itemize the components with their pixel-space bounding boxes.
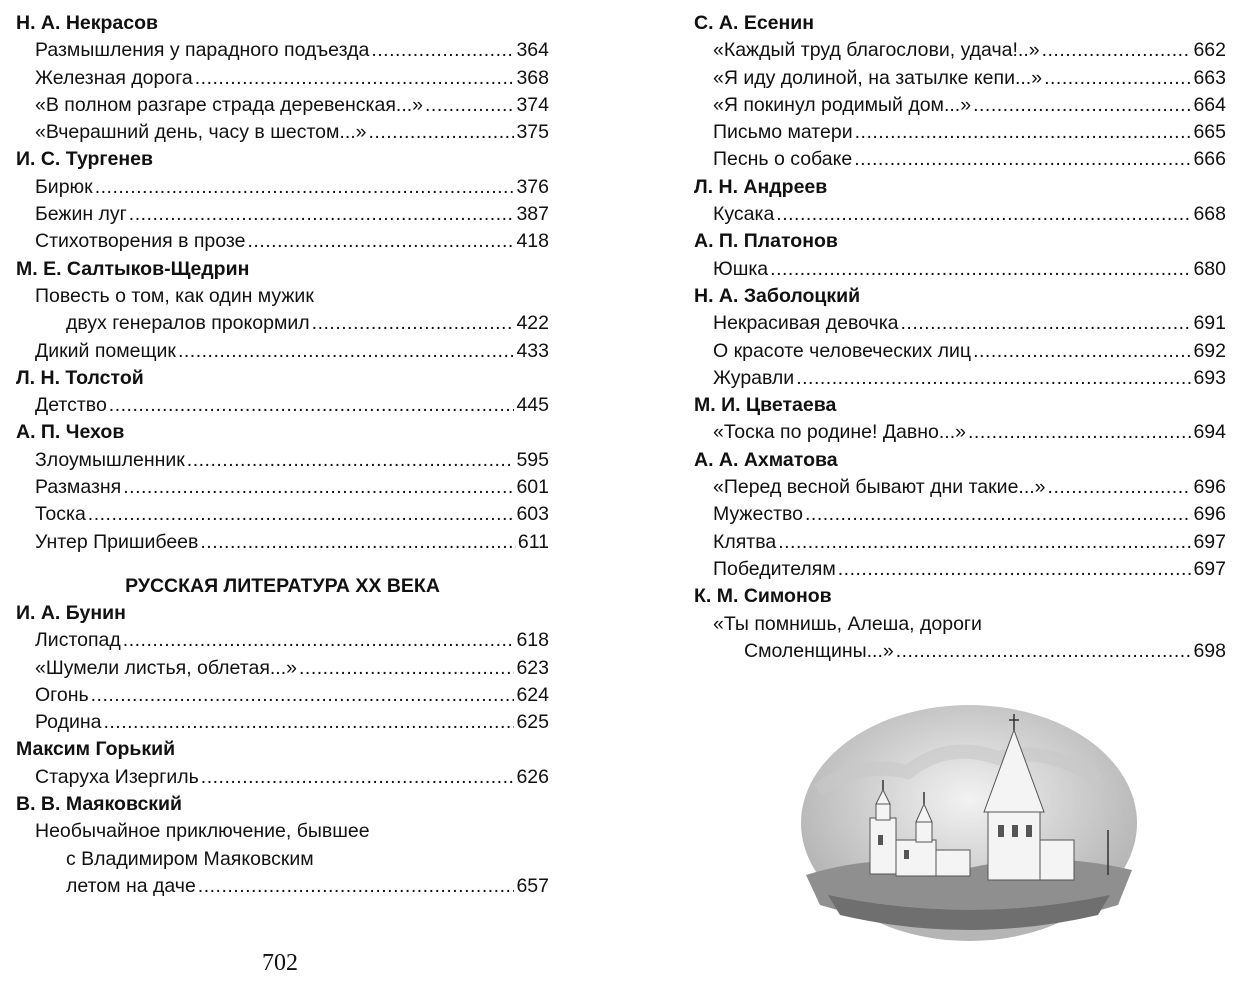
leader-dots	[371, 37, 514, 64]
toc-entry-title: Песнь о собаке	[713, 148, 853, 171]
toc-entry-title: О красоте человеческих лиц	[713, 339, 972, 362]
toc-entry[interactable]	[694, 37, 1226, 64]
author-heading: Л. Н. Толстой	[16, 366, 144, 389]
leader-dots	[123, 474, 514, 501]
leader-dots	[854, 146, 1191, 173]
toc-block	[16, 10, 549, 283]
leader-dots	[855, 119, 1192, 146]
toc-entry[interactable]	[16, 655, 549, 682]
author-heading: М. Е. Салтыков-Щедрин	[16, 257, 250, 280]
toc-entry[interactable]	[694, 419, 1226, 446]
toc-entry[interactable]	[16, 92, 549, 119]
toc-entry-title: «Каждый труд благослови, удача!..»	[713, 39, 1040, 62]
toc-entry[interactable]	[694, 119, 1226, 146]
toc-entry-title: Детство	[35, 394, 107, 417]
leader-dots	[838, 556, 1192, 583]
author-heading: А. П. Чехов	[16, 421, 125, 444]
toc-entry-page: 665	[1193, 121, 1226, 144]
toc-entry-title: Унтер Пришибеев	[35, 530, 199, 553]
toc-entry-page: 418	[516, 230, 549, 253]
toc-entry[interactable]	[16, 37, 549, 64]
author-heading: И. А. Бунин	[16, 601, 126, 624]
toc-entry-title: «В полном разгаре страда деревенская...»	[35, 93, 424, 116]
section-heading: РУССКАЯ ЛИТЕРАТУРА XX ВЕКА	[125, 574, 440, 597]
leader-dots	[425, 92, 514, 119]
toc-entry-page: 376	[516, 175, 549, 198]
toc-entry-page: 624	[516, 683, 549, 706]
toc-entry[interactable]	[694, 338, 1226, 365]
toc-entry[interactable]	[16, 682, 549, 709]
author-heading: И. С. Тургенев	[16, 148, 154, 171]
leader-dots	[91, 682, 515, 709]
toc-entry-page: 445	[516, 394, 549, 417]
toc-entry[interactable]	[16, 65, 549, 92]
toc-entry[interactable]	[694, 529, 1226, 556]
toc-entry-title: «Я иду долиной, на затылке кепи...»	[713, 66, 1043, 89]
toc-entry[interactable]	[694, 474, 1226, 501]
toc-entry[interactable]	[16, 228, 549, 255]
toc-entry[interactable]	[694, 501, 1226, 528]
toc-entry-page: 657	[516, 874, 549, 897]
leader-dots	[968, 419, 1191, 446]
toc-entry[interactable]	[16, 873, 549, 900]
toc-entry-page: 696	[1193, 503, 1226, 526]
toc-entry-title-line: «Ты помнишь, Алеша, дороги	[713, 612, 982, 635]
toc-entry-title: Злоумышленник	[35, 448, 185, 471]
toc-entry-title: «Шумели листья, облетая...»	[35, 656, 297, 679]
leader-dots	[109, 392, 515, 419]
toc-entry-title: Стихотворения в прозе	[35, 230, 246, 253]
toc-entry[interactable]	[16, 501, 549, 528]
toc-block	[16, 338, 549, 556]
toc-entry[interactable]	[694, 556, 1226, 583]
toc-entry[interactable]	[16, 529, 549, 556]
toc-entry-title: Бежин луг	[35, 203, 127, 226]
toc-entry-page: 694	[1193, 421, 1226, 444]
author-heading: А. П. Платонов	[694, 230, 838, 253]
leader-dots	[198, 873, 515, 900]
toc-entry-title: Смоленщины...»	[744, 639, 894, 662]
leader-dots	[88, 501, 515, 528]
leader-dots	[187, 447, 515, 474]
toc-entry-page: 374	[516, 93, 549, 116]
toc-entry-page: 603	[516, 503, 549, 526]
leader-dots	[200, 529, 516, 556]
toc-entry-page: 698	[1193, 639, 1226, 662]
leader-dots	[201, 764, 515, 791]
leader-dots	[776, 201, 1191, 228]
leader-dots	[129, 201, 515, 228]
toc-entry-page: 626	[516, 765, 549, 788]
leader-dots	[95, 174, 515, 201]
toc-entry[interactable]	[16, 174, 549, 201]
toc-entry-page: 601	[516, 476, 549, 499]
leader-dots	[973, 92, 1191, 119]
toc-entry-title: «Вчерашний день, часу в шестом...»	[35, 121, 367, 144]
toc-entry-page: 663	[1193, 66, 1226, 89]
left-column	[16, 10, 549, 900]
leader-dots	[1044, 65, 1191, 92]
toc-entry[interactable]	[694, 92, 1226, 119]
toc-entry-page: 662	[1193, 39, 1226, 62]
toc-entry[interactable]	[16, 119, 549, 146]
toc-entry-title-line: Необычайное приключение, бывшее	[35, 820, 370, 843]
toc-entry-page: 422	[516, 312, 549, 335]
leader-dots	[778, 529, 1191, 556]
toc-entry-page: 697	[1193, 557, 1226, 580]
toc-entry-title: Размазня	[35, 476, 122, 499]
toc-entry-title: Тоска	[35, 503, 86, 526]
leader-dots	[896, 638, 1192, 665]
leader-dots	[312, 310, 515, 337]
toc-entry-page: 375	[516, 121, 549, 144]
toc-entry-title: Письмо матери	[713, 121, 853, 144]
toc-entry-page: 697	[1193, 530, 1226, 553]
toc-entry-title: Клятва	[713, 530, 777, 553]
toc-entry[interactable]	[694, 365, 1226, 392]
author-heading: А. А. Ахматова	[694, 448, 838, 471]
toc-entry[interactable]	[694, 146, 1226, 173]
leader-dots	[103, 709, 514, 736]
toc-entry-title: Листопад	[35, 629, 121, 652]
toc-entry-title-line: с Владимиром Маяковским	[66, 847, 314, 870]
leader-dots	[1042, 37, 1192, 64]
toc-entry-title-line: Повесть о том, как один мужик	[35, 284, 314, 307]
toc-block	[16, 600, 549, 818]
toc-entry-title: Старуха Изергиль	[35, 765, 199, 788]
toc-entry[interactable]	[16, 201, 549, 228]
toc-entry-title: Мужество	[713, 503, 803, 526]
toc-entry-title: «Тоска по родине! Давно...»	[713, 421, 966, 444]
author-heading: М. И. Цветаева	[694, 394, 837, 417]
toc-entry-page: 433	[516, 339, 549, 362]
toc-entry[interactable]	[16, 447, 549, 474]
toc-entry-page: 368	[516, 66, 549, 89]
toc-entry-title: Размышления у парадного подъезда	[35, 39, 370, 62]
leader-dots	[247, 228, 514, 255]
toc-entry-title: Железная дорога	[35, 66, 193, 89]
toc-entry-title: Бирюк	[35, 175, 93, 198]
leader-dots	[973, 338, 1191, 365]
toc-entry-title: «Я покинул родимый дом...»	[713, 93, 972, 116]
toc-entry-page: 666	[1193, 148, 1226, 171]
toc-entry-page: 693	[1193, 366, 1226, 389]
toc-entry-page: 680	[1193, 257, 1226, 280]
author-heading: Л. Н. Андреев	[694, 175, 828, 198]
toc-entry-title: «Перед весной бывают дни такие...»	[713, 476, 1046, 499]
toc-entry-page: 364	[516, 39, 549, 62]
toc-entry-page: 625	[516, 711, 549, 734]
toc-entry-page: 668	[1193, 203, 1226, 226]
author-heading: Н. А. Заболоцкий	[694, 284, 861, 307]
leader-dots	[770, 256, 1191, 283]
leader-dots	[123, 627, 515, 654]
toc-entry-title: Победителям	[713, 557, 836, 580]
leader-dots	[369, 119, 515, 146]
leader-dots	[805, 501, 1191, 528]
toc-entry-title: Огонь	[35, 683, 89, 706]
leader-dots	[178, 338, 514, 365]
toc-entry-page: 611	[517, 530, 549, 553]
toc-entry[interactable]	[16, 709, 549, 736]
right-column	[694, 10, 1226, 665]
toc-entry-title: Журавли	[713, 366, 795, 389]
toc-entry[interactable]	[16, 627, 549, 654]
church-vignette-illustration	[798, 700, 1140, 946]
toc-entry-title: Кусака	[713, 203, 775, 226]
toc-entry-title: Родина	[35, 711, 102, 734]
leader-dots	[1048, 474, 1192, 501]
toc-entry-page: 692	[1193, 339, 1226, 362]
toc-entry-page: 595	[516, 448, 549, 471]
toc-entry-page: 696	[1193, 476, 1226, 499]
toc-entry-page: 623	[516, 656, 549, 679]
toc-entry-page: 691	[1193, 312, 1226, 335]
toc-entry[interactable]	[16, 338, 549, 365]
toc-entry[interactable]	[16, 764, 549, 791]
toc-entry[interactable]	[16, 474, 549, 501]
toc-entry[interactable]	[16, 310, 549, 337]
author-heading: Н. А. Некрасов	[16, 12, 159, 34]
toc-entry-title: летом на даче	[66, 874, 196, 897]
toc-block	[694, 10, 1226, 611]
toc-entry-page: 664	[1193, 93, 1226, 116]
toc-entry-title: Юшка	[713, 257, 769, 280]
toc-entry[interactable]	[694, 256, 1226, 283]
author-heading: К. М. Симонов	[694, 585, 832, 608]
page-number: 702	[262, 950, 298, 976]
toc-entry-page: 387	[516, 203, 549, 226]
author-heading: Максим Горький	[16, 738, 176, 761]
toc-entry[interactable]	[16, 392, 549, 419]
toc-entry[interactable]	[694, 65, 1226, 92]
toc-entry[interactable]	[694, 201, 1226, 228]
toc-entry[interactable]	[694, 638, 1226, 665]
toc-entry[interactable]	[694, 310, 1226, 337]
leader-dots	[299, 655, 514, 682]
toc-entry-title: двух генералов прокормил	[66, 312, 310, 335]
toc-entry-title: Дикий помещик	[35, 339, 176, 362]
author-heading: С. А. Есенин	[694, 12, 815, 34]
toc-entry-page: 618	[516, 629, 549, 652]
leader-dots	[195, 65, 515, 92]
leader-dots	[901, 310, 1192, 337]
toc-entry-title: Некрасивая девочка	[713, 312, 899, 335]
author-heading: В. В. Маяковский	[16, 793, 183, 816]
leader-dots	[796, 365, 1191, 392]
